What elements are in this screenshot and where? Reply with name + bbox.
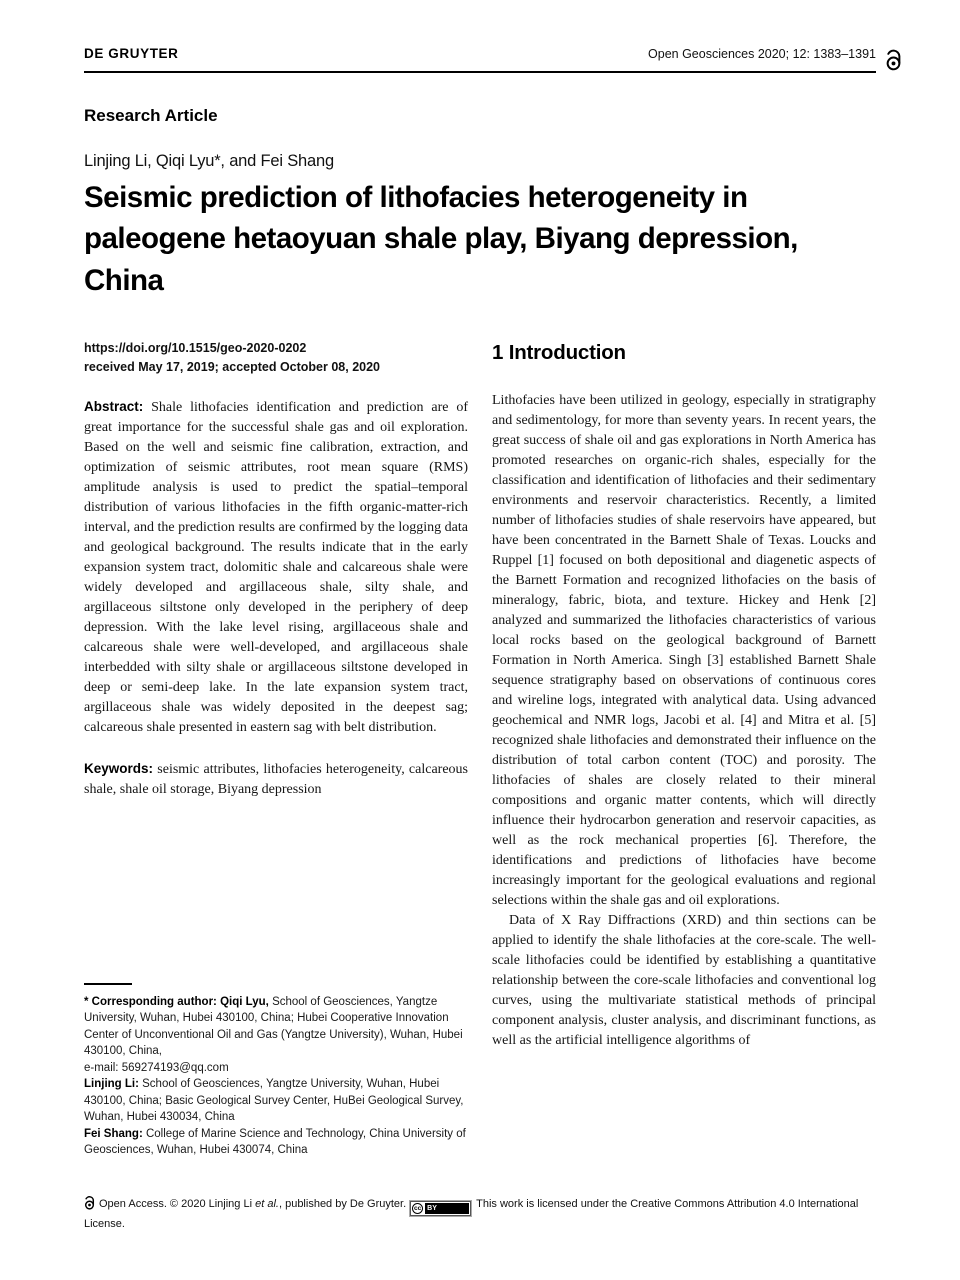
right-column [492, 339, 876, 1179]
footnote-block [84, 983, 468, 1179]
open-access-statement: Open Access. © 2020 Linjing Li [99, 1197, 253, 1210]
journal-header [84, 46, 876, 71]
author-affiliation-note-1: Linjing Li: School of Geosciences, Yangtze University, Wuhan, Hubei 430100, China; Basic Geological Survey Center, HuBei Geological Survey, Wuhan, Hubei 430034, China [84, 1078, 464, 1124]
doi-link[interactable]: https://doi.org/10.1515/geo-2020-0202 [84, 340, 307, 355]
cc-by-badge [410, 1201, 471, 1216]
corresponding-author-email: e-mail: 569274193@qq.com [84, 1061, 229, 1074]
authors-line: Linjing Li, Qiqi Lyu*, and Fei Shang [84, 152, 334, 170]
author-affiliation-note-2: Fei Shang: College of Marine Science and Technology, China University of Geosciences, Wuhan, Hubei 430074, China [84, 1127, 466, 1157]
header-rule [84, 71, 876, 73]
publisher-name: DE GRUYTER [84, 46, 179, 61]
open-access-icon [84, 1195, 95, 1215]
author1-label: Linjing Li: [84, 1078, 139, 1091]
footnote-rule [84, 983, 132, 985]
intro-heading: 1 Introduction [492, 340, 626, 364]
left-column [84, 339, 468, 1179]
license-statement: This work is licensed under the Creative Commons Attribution 4.0 International License. [84, 1197, 859, 1230]
author2-label: Fei Shang: [84, 1127, 143, 1140]
doi-block [84, 339, 468, 377]
abstract-label: Abstract: [84, 398, 144, 414]
article-title: Seismic prediction of lithofacies heterogeneity in paleogene hetaoyuan shale play, Biyang depression, China [84, 181, 798, 297]
article-type-label: Research Article [84, 106, 218, 125]
cc-icon: cc [414, 1204, 422, 1212]
keywords-label: Keywords: [84, 760, 154, 776]
license-footer: Open Access. © 2020 Linjing Li et al., published by De Gruyter. cc BY This work is licensed under the Creative Commons Attribution 4.0 International License. [84, 1195, 876, 1232]
abstract-paragraph [84, 397, 468, 738]
received-accepted-line: received May 17, 2019; accepted October 08, 2020 [84, 359, 381, 374]
abstract-text: Shale lithofacies identification and prediction are of great importance for the successful shale gas and oil exploration. Based on the well and seismic fine calibration, extraction, and optimization of seismic attributes, root mean square (RMS) amplitude analysis is used to predict the spatial–temporal distribution of various lithofacies in the fifth organic-matter-rich interval, and the prediction results are confirmed by the logging data and geological background. The results indicate that in the early expansion system tract, dolomitic shale and calcareous shale were widely developed and argillaceous shale, silty shale, and argillaceous siltstone only developed in the periphery of deep depression. With the lake level rising, argillaceous shale and calcareous shale were well-developed, and argillaceous shale interbedded with silty shale or argillaceous siltstone developed in deep or semi-deep lake. In the late expansion system tract, argillaceous shale was widely deposited in the deepest sag; calcareous shale presented in eastern sag with belt distribution. [84, 399, 469, 735]
keywords-paragraph [84, 759, 468, 800]
body-columns [84, 339, 876, 1179]
open-access-icon [885, 48, 902, 72]
intro-paragraph-2: Data of X Ray Diffractions (XRD) and thin sections can be applied to identify the shale lithofacies at the core-scale. The well-scale lithofacies could be identified by establishing a quantitative relationship between the core-scale lithofacies and conventional log curves, using the multivariate statistical methods of principal component analysis, cluster analysis, and discriminant functions, as well as the artificial intelligence algorithms of [492, 912, 876, 1048]
intro-paragraph-1: Lithofacies have been utilized in geology, especially in stratigraphy and sedimentology, for more than seventy years. In recent years, the great success of shale oil and gas explorations in North America has promoted researches on organic-rich shales, especially for the classification and identification of lithofacies and their sedimentary environments and reservoir characteristics. Recently, a limited number of lithofacies studies of shale reservoirs have appeared, but have been concentrated in the Barnett Shale of Texas. Loucks and Ruppel [1] focused on both depositional and diagenetic aspects of the Barnett Formation and recognized lithofacies on the basis of mineralogy, fabric, biota, and texture. Hickey and Henk [2] analyzed and summarized the lithofacies characteristics of various local rocks based on the geological background of Barnett Formation in North America. Singh [3] established Barnett Shale sequence stratigraphy based on observations of continuous cores and wireline logs, integrated with analytical data. Using advanced geochemical and NMR logs, Jacobi et al. [4] and Mitra et al. [5] recognized shale lithofacies and demonstrated their influence on the distribution of total carbon content (TOC) and porosity. The lithofacies of shales are closely related to their mineral compositions and organic matter contents, which will directly influence their hydrocarbon generation and reservoir capacities, as well as the rock mechanical properties [6]. Therefore, the identifications and predictions of lithofacies have become increasingly important for the geological evaluations and regional selections within the shale gas and oil explorations. [492, 392, 876, 908]
corresponding-author-label: * Corresponding author: Qiqi Lyu, [84, 995, 269, 1008]
corresponding-author-note: * Corresponding author: Qiqi Lyu, School of Geosciences, Yangtze University, Wuhan, Hubei 430100, China; Hubei Cooperative Innovation Center of Unconventional Oil and Gas (Yangtze University), Wuhan, Hubei 430100, China, e-mail: 569274193@qq.com [84, 995, 463, 1074]
journal-reference: Open Geosciences 2020; 12: 1383–1391 [648, 47, 876, 61]
et-al-text: et al. [255, 1197, 279, 1210]
keywords-text: seismic attributes, lithofacies heterogeneity, calcareous shale, shale oil storage, Biyang depression [84, 761, 469, 797]
cc-by-bar: BY [425, 1203, 469, 1214]
